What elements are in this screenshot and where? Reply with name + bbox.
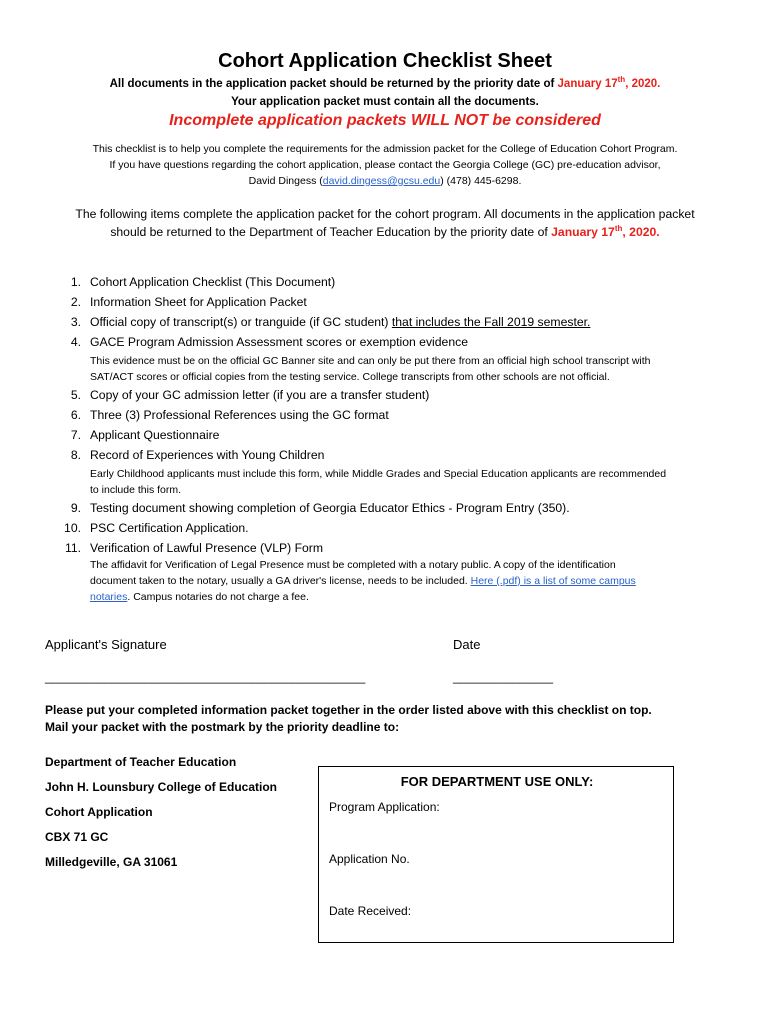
item-11-note: The affidavit for Verification of Legal Presence must be completed with a notary public. A copy of the identification document taken to the notary, usually a GA driver's license, needs to be included. Here (.pdf) is a list of some campus notaries. Campus notaries do not charge a fee. [90,559,636,603]
signature-line[interactable]: ________________________________________________ [45,670,366,684]
department-box-title: FOR DEPARTMENT USE ONLY: [400,774,594,789]
program-application-field: Program Application: [329,800,440,814]
address-line: CBX 71 GC [45,830,109,844]
date-received-field: Date Received: [329,904,412,918]
address-line: Cohort Application [45,805,153,819]
campus-notaries-link[interactable]: Here (.pdf) is a list of some campus [470,575,636,587]
address-line: Milledgeville, GA 31061 [45,855,178,869]
incomplete-warning: Incomplete application packets WILL NOT be considered [169,112,601,129]
advisor-email-link[interactable]: david.dingess@gcsu.edu [322,175,441,187]
application-no-field: Application No. [329,852,410,866]
address-line: Department of Teacher Education [45,755,237,769]
instructions-line-1: Please put your completed information packet together in the order listed above with this checklist on top. [45,703,652,717]
date-label: Date [453,637,481,652]
address-line: John H. Lounsbury College of Education [45,780,278,794]
packet-paragraph-line-1: The following items complete the application packet for the cohort program. All documents in the application packet [75,207,695,221]
instructions-line-2: Mail your packet with the postmark by the priority deadline to: [45,720,400,734]
department-use-box [318,766,674,943]
notaries-link[interactable]: notaries [90,591,128,603]
packet-requirement-line: Your application packet must contain all the documents. [231,96,539,108]
page-title: Cohort Application Checklist Sheet [218,50,552,72]
item-4-note: This evidence must be on the official GC Banner site and can only be put there from an official high school transcript with SAT/ACT scores or official copies from the testing service. College transcripts from other schools are not official. [90,355,651,383]
item-8-note: Early Childhood applicants must include this form, while Middle Grades and Special Education applicants are recommended to include this form. [90,468,667,496]
date-line[interactable]: _______________ [453,670,554,684]
intro-line-3: David Dingess (david.dingess@gcsu.edu) (478) 445-6298. [248,175,522,187]
intro-line-2: If you have questions regarding the cohort application, please contact the Georgia College (GC) pre-education advisor, [109,159,661,171]
intro-line-1: This checklist is to help you complete the requirements for the admission packet for the College of Education Cohort Program. [92,143,678,155]
applicant-signature-label: Applicant's Signature [45,637,167,652]
packet-paragraph-line-2: should be returned to the Department of Teacher Education by the priority date of January 17th, 2020. [110,223,660,239]
priority-date-line: All documents in the application packet should be returned by the priority date of January 17th, 2020. [109,75,661,90]
